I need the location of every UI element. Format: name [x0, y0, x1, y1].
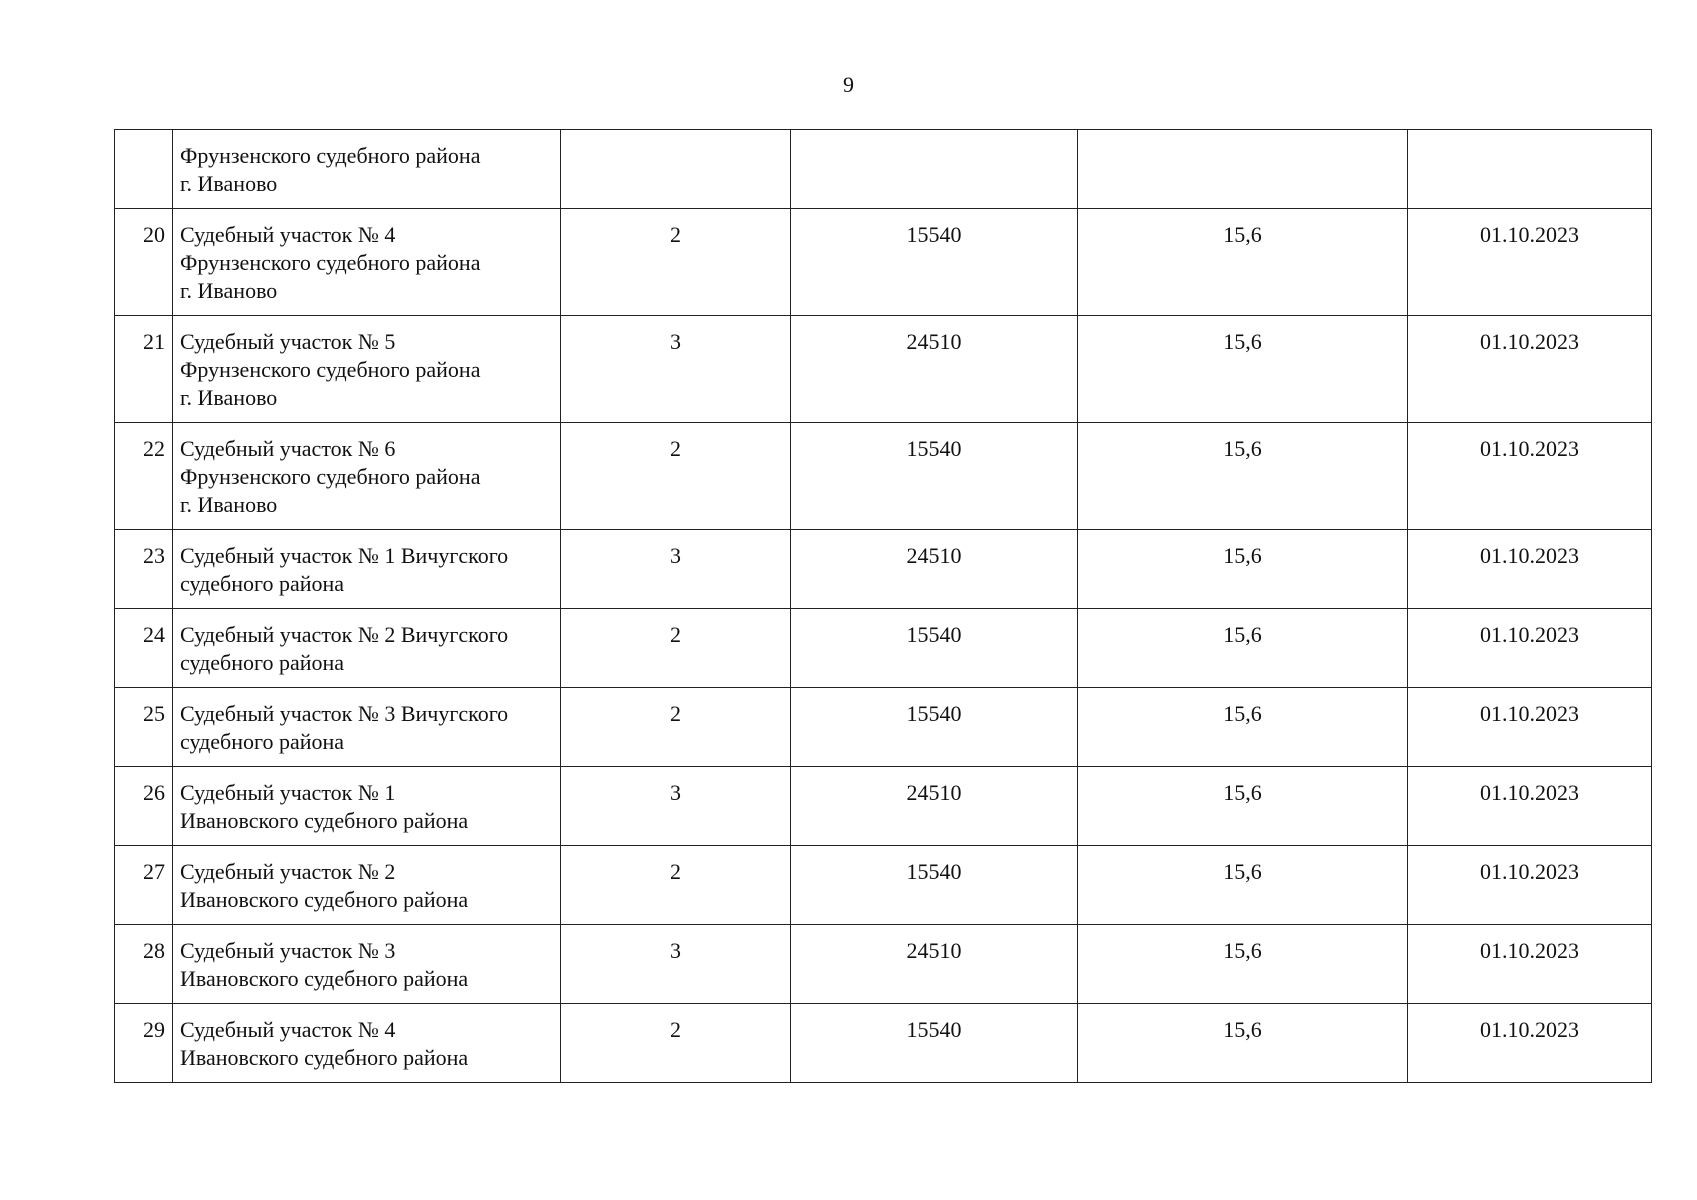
row-number: 21 — [115, 316, 173, 423]
table-row — [115, 423, 1652, 530]
row-number: 24 — [115, 609, 173, 688]
effective-date — [1408, 130, 1652, 209]
table-row — [115, 209, 1652, 316]
staff-count: 2 — [561, 609, 791, 688]
court-sites-table — [114, 129, 1652, 1083]
effective-date: 01.10.2023 — [1408, 846, 1652, 925]
amount: 15540 — [791, 209, 1078, 316]
court-site-name: Судебный участок № 3 Ивановского судебного района — [173, 925, 561, 1004]
amount: 24510 — [791, 925, 1078, 1004]
amount: 15540 — [791, 423, 1078, 530]
staff-count: 2 — [561, 688, 791, 767]
staff-count — [561, 130, 791, 209]
court-site-name: Судебный участок № 1 Ивановского судебного района — [173, 767, 561, 846]
court-site-name: Судебный участок № 4 Фрунзенского судебного района г. Иваново — [173, 209, 561, 316]
rate: 15,6 — [1078, 1004, 1408, 1083]
rate: 15,6 — [1078, 925, 1408, 1004]
amount: 15540 — [791, 846, 1078, 925]
rate — [1078, 130, 1408, 209]
row-number: 26 — [115, 767, 173, 846]
table-row — [115, 609, 1652, 688]
effective-date: 01.10.2023 — [1408, 609, 1652, 688]
row-number: 22 — [115, 423, 173, 530]
rate: 15,6 — [1078, 530, 1408, 609]
staff-count: 3 — [561, 767, 791, 846]
effective-date: 01.10.2023 — [1408, 688, 1652, 767]
row-number: 25 — [115, 688, 173, 767]
amount: 24510 — [791, 316, 1078, 423]
amount: 15540 — [791, 688, 1078, 767]
staff-count: 2 — [561, 846, 791, 925]
effective-date: 01.10.2023 — [1408, 530, 1652, 609]
table-row — [115, 925, 1652, 1004]
staff-count: 2 — [561, 423, 791, 530]
effective-date: 01.10.2023 — [1408, 925, 1652, 1004]
table-row — [115, 846, 1652, 925]
court-site-name: Судебный участок № 4 Ивановского судебного района — [173, 1004, 561, 1083]
effective-date: 01.10.2023 — [1408, 1004, 1652, 1083]
staff-count: 3 — [561, 925, 791, 1004]
table-row — [115, 1004, 1652, 1083]
effective-date: 01.10.2023 — [1408, 767, 1652, 846]
amount: 24510 — [791, 530, 1078, 609]
staff-count: 2 — [561, 1004, 791, 1083]
rate: 15,6 — [1078, 767, 1408, 846]
court-site-name: Судебный участок № 2 Вичугского судебного района — [173, 609, 561, 688]
court-site-name: Фрунзенского судебного района г. Иваново — [173, 130, 561, 209]
court-site-name: Судебный участок № 6 Фрунзенского судебного района г. Иваново — [173, 423, 561, 530]
court-site-name: Судебный участок № 5 Фрунзенского судебного района г. Иваново — [173, 316, 561, 423]
table-row — [115, 130, 1652, 209]
table-row — [115, 316, 1652, 423]
row-number: 27 — [115, 846, 173, 925]
rate: 15,6 — [1078, 846, 1408, 925]
staff-count: 3 — [561, 530, 791, 609]
table-row — [115, 530, 1652, 609]
rate: 15,6 — [1078, 688, 1408, 767]
rate: 15,6 — [1078, 316, 1408, 423]
court-site-name: Судебный участок № 2 Ивановского судебного района — [173, 846, 561, 925]
effective-date: 01.10.2023 — [1408, 423, 1652, 530]
staff-count: 2 — [561, 209, 791, 316]
effective-date: 01.10.2023 — [1408, 209, 1652, 316]
rate: 15,6 — [1078, 609, 1408, 688]
row-number — [115, 130, 173, 209]
row-number: 28 — [115, 925, 173, 1004]
court-site-name: Судебный участок № 3 Вичугского судебного района — [173, 688, 561, 767]
amount — [791, 130, 1078, 209]
row-number: 20 — [115, 209, 173, 316]
table-row — [115, 688, 1652, 767]
effective-date: 01.10.2023 — [1408, 316, 1652, 423]
table-row — [115, 767, 1652, 846]
page-number: 9 — [843, 72, 854, 97]
court-site-name: Судебный участок № 1 Вичугского судебного района — [173, 530, 561, 609]
rate: 15,6 — [1078, 423, 1408, 530]
row-number: 23 — [115, 530, 173, 609]
staff-count: 3 — [561, 316, 791, 423]
amount: 15540 — [791, 1004, 1078, 1083]
amount: 15540 — [791, 609, 1078, 688]
row-number: 29 — [115, 1004, 173, 1083]
rate: 15,6 — [1078, 209, 1408, 316]
amount: 24510 — [791, 767, 1078, 846]
